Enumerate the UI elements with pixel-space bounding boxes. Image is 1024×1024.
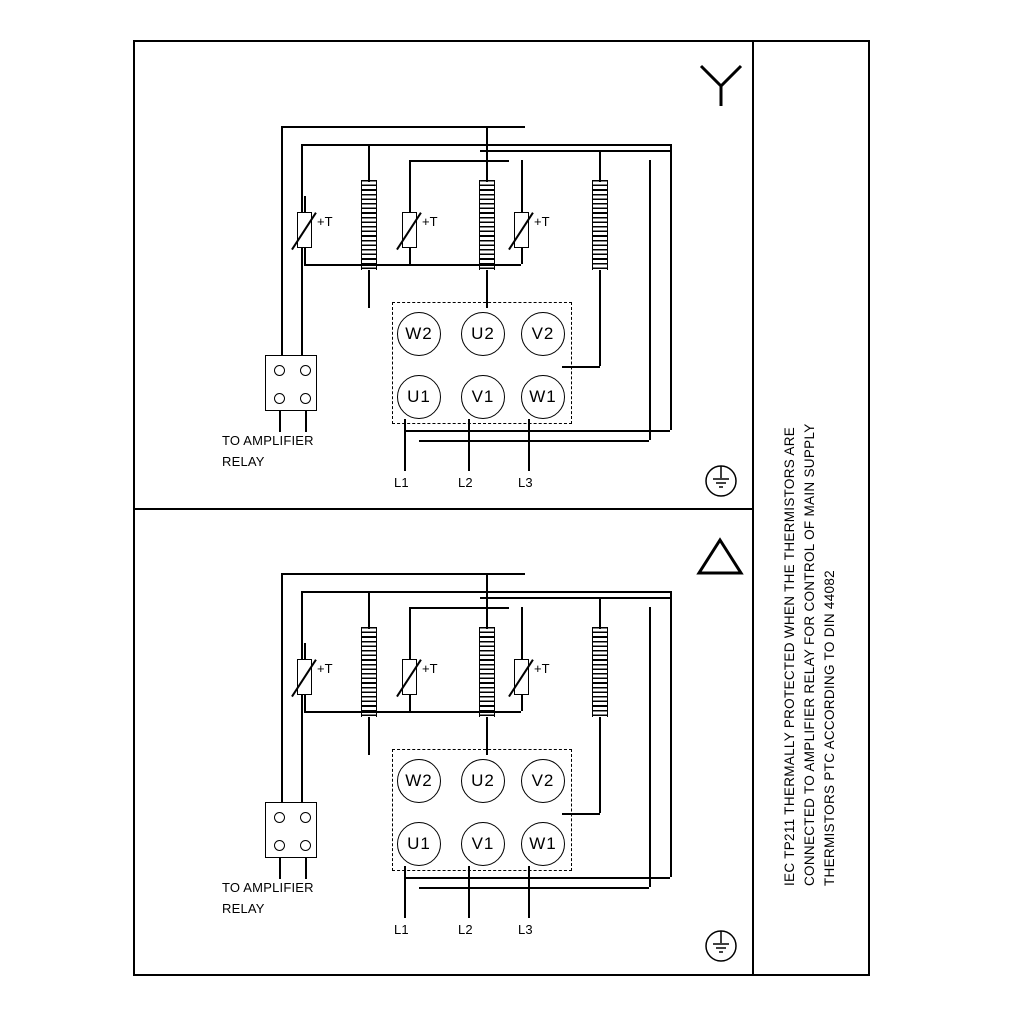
connector-lead-2 bbox=[305, 857, 307, 879]
wye-symbol bbox=[697, 60, 745, 110]
terminal-V1[interactable]: V1 bbox=[461, 375, 505, 419]
amplifier-connector-block bbox=[265, 355, 317, 411]
connector-dot-2 bbox=[300, 812, 311, 823]
thermistor-1-lead-top bbox=[304, 643, 306, 659]
supply-return-bus-1 bbox=[404, 877, 670, 879]
terminal-U2[interactable]: U2 bbox=[461, 312, 505, 356]
coil-1-bottom-lead bbox=[368, 270, 370, 308]
thermistor-2-top-riser bbox=[409, 160, 411, 196]
terminal-W1[interactable]: W1 bbox=[521, 375, 565, 419]
thermistor-3-lead-top bbox=[521, 643, 523, 659]
terminal-V2[interactable]: V2 bbox=[521, 759, 565, 803]
thermistor-chain-top-2 bbox=[409, 160, 509, 162]
amplifier-label-line1: TO AMPLIFIER bbox=[222, 433, 314, 448]
thermistor-1-lead-bottom bbox=[304, 695, 306, 711]
supply-L3-drop bbox=[528, 866, 530, 918]
delta-symbol bbox=[695, 535, 745, 577]
amplifier-wire-left-b bbox=[301, 591, 303, 803]
thermistor-3-lead-bottom bbox=[521, 695, 523, 711]
amplifier-label-line2: RELAY bbox=[222, 454, 265, 469]
thermistor-2-lead-top bbox=[409, 643, 411, 659]
coil-3-top-lead bbox=[599, 150, 601, 182]
thermistor-2-label: +T bbox=[422, 214, 438, 229]
connector-dot-4 bbox=[300, 393, 311, 404]
supply-L3-drop bbox=[528, 419, 530, 471]
coil-3-top-bus bbox=[480, 597, 672, 599]
amplifier-wire-top-a bbox=[281, 573, 525, 575]
amplifier-wire-top-a bbox=[281, 126, 525, 128]
panel-divider bbox=[133, 508, 754, 510]
coil-2-top-lead bbox=[486, 573, 488, 629]
thermistor-2-lead-bottom bbox=[409, 248, 411, 264]
amplifier-wire-left-a bbox=[281, 126, 283, 356]
thermistor-1-lead-top bbox=[304, 196, 306, 212]
note-line-2: CONNECTED TO AMPLIFIER RELAY FOR CONTROL OF MAIN SUPPLY bbox=[802, 423, 817, 886]
earth-ground-symbol bbox=[700, 460, 742, 502]
thermistor-2-lead-bottom bbox=[409, 695, 411, 711]
thermistor-3-label: +T bbox=[534, 214, 550, 229]
thermistor-chain-bottom-2 bbox=[409, 711, 521, 713]
coil-1-top-lead bbox=[368, 144, 370, 182]
thermistor-3-top-riser bbox=[521, 160, 523, 196]
supply-label-L1: L1 bbox=[394, 922, 409, 937]
terminal-W1[interactable]: W1 bbox=[521, 822, 565, 866]
supply-label-L1: L1 bbox=[394, 475, 409, 490]
connector-lead-1 bbox=[279, 410, 281, 432]
terminal-U1[interactable]: U1 bbox=[397, 822, 441, 866]
earth-ground-symbol bbox=[700, 925, 742, 967]
thermistor-3-top-riser bbox=[521, 607, 523, 643]
terminal-V2[interactable]: V2 bbox=[521, 312, 565, 356]
supply-label-L2: L2 bbox=[458, 922, 473, 937]
terminal-U2[interactable]: U2 bbox=[461, 759, 505, 803]
thermistor-1-lead-bottom bbox=[304, 248, 306, 264]
supply-label-L3: L3 bbox=[518, 475, 533, 490]
thermistor-3-lead-top bbox=[521, 196, 523, 212]
supply-return-bus-2 bbox=[419, 887, 649, 889]
coil-1 bbox=[361, 180, 377, 270]
thermistor-2-lead-top bbox=[409, 196, 411, 212]
connector-dot-3 bbox=[274, 393, 285, 404]
thermistor-chain-top-2 bbox=[409, 607, 509, 609]
coil-3-top-lead bbox=[599, 597, 601, 629]
coil-3 bbox=[592, 627, 608, 717]
thermistor-chain-bottom-1 bbox=[304, 711, 409, 713]
supply-return-riser bbox=[649, 607, 651, 887]
connector-dot-1 bbox=[274, 812, 285, 823]
coil-3-right-return bbox=[670, 591, 672, 877]
thermistor-2 bbox=[402, 212, 417, 248]
thermistor-2 bbox=[402, 659, 417, 695]
thermistor-2-top-riser bbox=[409, 607, 411, 643]
coil-3-right-return bbox=[670, 144, 672, 430]
coil-3-bottom-lead bbox=[599, 717, 601, 813]
coil-1 bbox=[361, 627, 377, 717]
connector-dot-4 bbox=[300, 840, 311, 851]
note-line-1: IEC TP211 THERMALLY PROTECTED WHEN THE THERMISTORS ARE bbox=[782, 426, 797, 886]
supply-L1-drop bbox=[404, 866, 406, 918]
thermistor-2-label: +T bbox=[422, 661, 438, 676]
thermistor-chain-bottom-1 bbox=[304, 264, 409, 266]
coil-2 bbox=[479, 180, 495, 270]
coil-2 bbox=[479, 627, 495, 717]
supply-L1-drop bbox=[404, 419, 406, 471]
connector-lead-2 bbox=[305, 410, 307, 432]
coil-3-top-bus bbox=[480, 150, 672, 152]
supply-label-L2: L2 bbox=[458, 475, 473, 490]
terminal-W2[interactable]: W2 bbox=[397, 759, 441, 803]
terminal-U1[interactable]: U1 bbox=[397, 375, 441, 419]
connector-dot-2 bbox=[300, 365, 311, 376]
amplifier-label-line1: TO AMPLIFIER bbox=[222, 880, 314, 895]
thermistor-chain-bottom-2 bbox=[409, 264, 521, 266]
coil-1-bottom-lead bbox=[368, 717, 370, 755]
thermistor-1-label: +T bbox=[317, 214, 333, 229]
thermistor-3-label: +T bbox=[534, 661, 550, 676]
amplifier-connector-block bbox=[265, 802, 317, 858]
thermistor-3-lead-bottom bbox=[521, 248, 523, 264]
thermistor-1-label: +T bbox=[317, 661, 333, 676]
connector-dot-1 bbox=[274, 365, 285, 376]
supply-label-L3: L3 bbox=[518, 922, 533, 937]
connector-dot-3 bbox=[274, 840, 285, 851]
supply-L2-drop bbox=[468, 419, 470, 471]
supply-return-riser bbox=[649, 160, 651, 440]
terminal-W2[interactable]: W2 bbox=[397, 312, 441, 356]
thermistor-3 bbox=[514, 212, 529, 248]
amplifier-wire-left-a bbox=[281, 573, 283, 803]
supply-return-bus-2 bbox=[419, 440, 649, 442]
thermistor-1 bbox=[297, 659, 312, 695]
amplifier-label-line2: RELAY bbox=[222, 901, 265, 916]
supply-L2-drop bbox=[468, 866, 470, 918]
connector-lead-1 bbox=[279, 857, 281, 879]
coil-3 bbox=[592, 180, 608, 270]
supply-return-bus-1 bbox=[404, 430, 670, 432]
thermistor-1 bbox=[297, 212, 312, 248]
coil-3-bottom-lead bbox=[599, 270, 601, 366]
thermistor-3 bbox=[514, 659, 529, 695]
amplifier-wire-left-b bbox=[301, 144, 303, 356]
coil-1-top-lead bbox=[368, 591, 370, 629]
terminal-V1[interactable]: V1 bbox=[461, 822, 505, 866]
coil-2-top-lead bbox=[486, 126, 488, 182]
note-line-3: THERMISTORS PTC ACCORDING TO DIN 44082 bbox=[822, 570, 837, 886]
